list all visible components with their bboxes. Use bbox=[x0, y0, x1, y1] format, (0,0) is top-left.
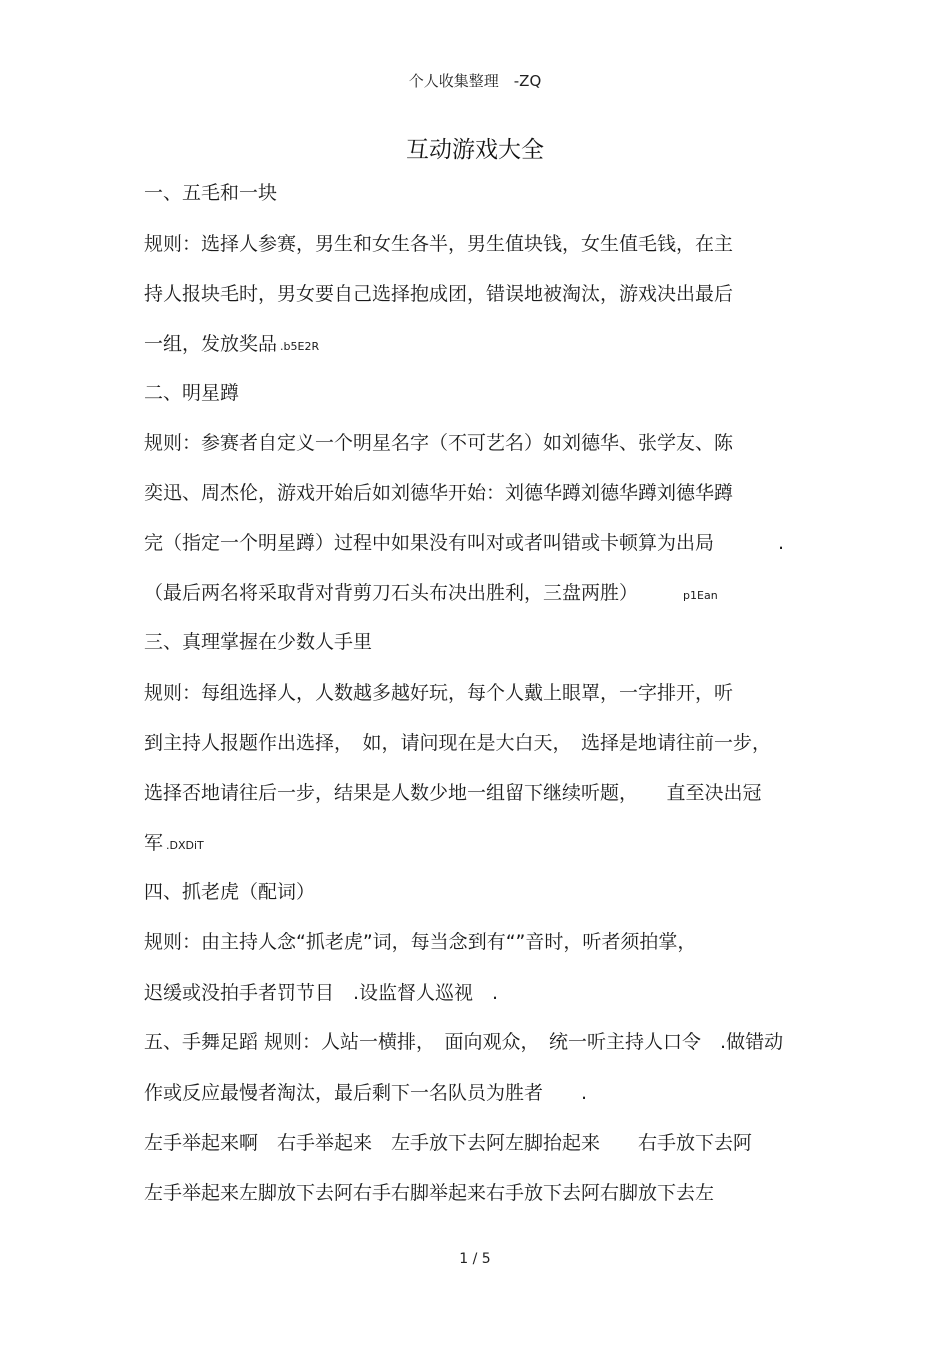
paragraph-line: 规则：参赛者自定义一个明星名字（不可艺名）如刘德华、张学友、陈 bbox=[144, 432, 734, 454]
line-tail: . bbox=[778, 532, 785, 554]
paragraph-line bbox=[144, 331, 319, 360]
paragraph-line bbox=[144, 580, 718, 609]
section-heading-4: 四、抓老虎（配词） bbox=[144, 881, 316, 903]
paragraph-line: 作或反应最慢者淘汰，最后剩下一名队员为胜者 . bbox=[144, 1082, 588, 1104]
paragraph-line: 规则：由主持人念“抓老虎”词，每当念到有“”音时，听者须拍掌， bbox=[144, 931, 697, 953]
id-mark: .b5E2R bbox=[280, 340, 320, 353]
page-number: 1 / 5 bbox=[459, 1251, 491, 1267]
line-text: （最后两名将采取背对背剪刀石头布决出胜利，三盘两胜） bbox=[144, 582, 639, 604]
paragraph-line: 持人报块毛时，男女要自己选择抱成团，错误地被淘汰，游戏决出最后 bbox=[144, 283, 734, 305]
id-mark: p1Ean bbox=[683, 589, 718, 602]
paragraph-line: 迟缓或没拍手者罚节目 .设监督人巡视 . bbox=[144, 982, 499, 1004]
paragraph-line: 左手举起来左脚放下去阿右手右脚举起来右手放下去阿右脚放下去左 bbox=[144, 1182, 715, 1204]
paragraph-line: 规则：选择人参赛，男生和女生各半，男生值块钱，女生值毛钱，在主 bbox=[144, 233, 734, 255]
paragraph-line: 到主持人报题作出选择， 如，请问现在是大白天， 选择是地请往前一步， bbox=[144, 732, 772, 754]
paragraph-line: 左手举起来啊 右手举起来 左手放下去阿左脚抬起来 右手放下去阿 bbox=[144, 1132, 753, 1154]
paragraph-line: 选择否地请往后一步，结果是人数少地一组留下继续听题， 直至决出冠 bbox=[144, 782, 762, 804]
section-heading-5: 五、手舞足蹈 规则：人站一横排， 面向观众， 统一听主持人口令 .做错动 bbox=[144, 1031, 784, 1053]
section-heading-2: 二、明星蹲 bbox=[144, 382, 240, 404]
paragraph-line: 规则：每组选择人，人数越多越好玩，每个人戴上眼罩，一字排开，听 bbox=[144, 682, 734, 704]
paragraph-line bbox=[144, 530, 784, 556]
id-mark: .DXDiT bbox=[166, 839, 204, 852]
section-heading-1: 一、五毛和一块 bbox=[144, 182, 278, 204]
page-header: 个人收集整理 -ZQ bbox=[408, 72, 542, 90]
line-text: 一组，发放奖品 bbox=[144, 333, 278, 355]
line-text: 军 bbox=[144, 832, 164, 854]
paragraph-line bbox=[144, 830, 204, 859]
document-title: 互动游戏大全 bbox=[406, 137, 544, 163]
section-heading-3: 三、真理掌握在少数人手里 bbox=[144, 631, 373, 653]
paragraph-line: 奕迅、周杰伦，游戏开始后如刘德华开始：刘德华蹲刘德华蹲刘德华蹲 bbox=[144, 482, 734, 504]
line-text: 完（指定一个明星蹲）过程中如果没有叫对或者叫错或卡顿算为出局 bbox=[144, 532, 715, 554]
